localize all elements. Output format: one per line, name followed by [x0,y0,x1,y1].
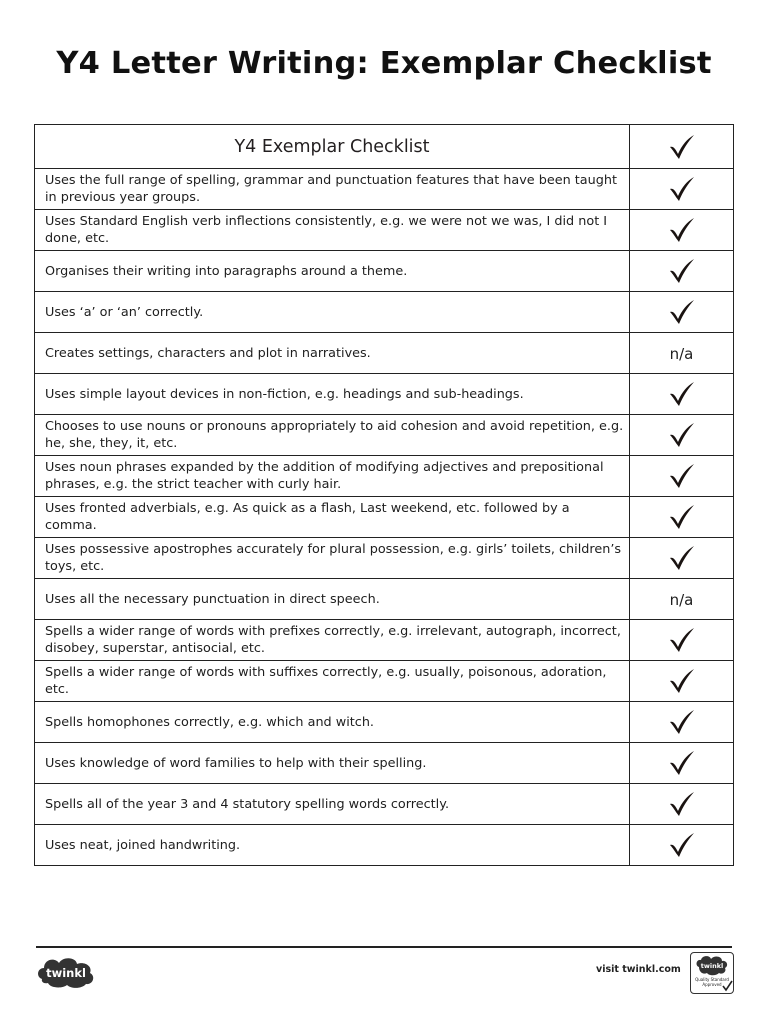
criterion-text: Spells all of the year 3 and 4 statutory spelling words correctly. [35,784,630,825]
check-mark-cell [630,620,734,661]
table-row [35,620,734,661]
criterion-text: Uses fronted adverbials, e.g. As quick as a flash, Last weekend, etc. followed by a comma. [35,497,630,538]
criterion-text: Organises their writing into paragraphs around a theme. [35,251,630,292]
check-mark-cell [630,169,734,210]
tick-icon [669,545,695,571]
criterion-text: Uses possessive apostrophes accurately for plural possession, e.g. girls’ toilets, children’s toys, etc. [35,538,630,579]
check-mark-cell [630,538,734,579]
check-mark-cell [630,210,734,251]
table-row [35,702,734,743]
quality-badge-icon [691,953,733,993]
check-mark-cell [630,292,734,333]
tick-icon [669,832,695,858]
table-row [35,210,734,251]
criterion-text: Uses simple layout devices in non-fiction, e.g. headings and sub-headings. [35,374,630,415]
check-mark-cell [630,743,734,784]
criterion-text: Chooses to use nouns or pronouns appropriately to aid cohesion and avoid repetition, e.g. he, she, they, it, etc. [35,415,630,456]
table-row [35,743,734,784]
tick-icon [669,504,695,530]
table-header-row [35,125,734,169]
tick-icon [669,463,695,489]
check-mark-cell [630,456,734,497]
tick-icon [669,217,695,243]
criterion-text: Creates settings, characters and plot in narratives. [35,333,630,374]
badge-brand: twinkl [700,962,724,970]
table-row [35,538,734,579]
page-title: Y4 Letter Writing: Exemplar Checklist [56,46,712,81]
criterion-text: Uses knowledge of word families to help with their spelling. [35,743,630,784]
table-row [35,456,734,497]
table-row [35,784,734,825]
header-tick-icon [630,125,734,169]
table-row [35,292,734,333]
table-row [35,333,734,374]
criterion-text: Uses the full range of spelling, grammar and punctuation features that have been taught in previous year groups. [35,169,630,210]
criterion-text: Spells a wider range of words with prefixes correctly, e.g. irrelevant, autograph, incorrect, disobey, superstar, antisocial, etc. [35,620,630,661]
check-mark-cell [630,415,734,456]
tick-icon [669,134,695,160]
table-row [35,579,734,620]
logo-text: twinkl [46,966,86,980]
quality-badge [690,952,734,994]
footer-divider [36,946,732,948]
table-header-label: Y4 Exemplar Checklist [35,125,630,169]
not-applicable-label: n/a [669,344,694,363]
tick-icon [669,709,695,735]
check-mark-cell [630,251,734,292]
twinkl-logo[interactable] [36,953,98,989]
not-applicable-label: n/a [669,590,694,609]
table-row [35,661,734,702]
table-row [35,374,734,415]
table-row [35,497,734,538]
not-applicable-cell [630,333,734,374]
criterion-text: Spells homophones correctly, e.g. which and witch. [35,702,630,743]
not-applicable-cell [630,579,734,620]
criterion-text: Spells a wider range of words with suffixes correctly, e.g. usually, poisonous, adoration, etc. [35,661,630,702]
check-mark-cell [630,661,734,702]
criterion-text: Uses all the necessary punctuation in direct speech. [35,579,630,620]
tick-icon [669,750,695,776]
tick-icon [669,422,695,448]
check-mark-cell [630,702,734,743]
table-row [35,415,734,456]
check-mark-cell [630,825,734,866]
tick-icon [669,299,695,325]
check-mark-cell [630,784,734,825]
visit-link[interactable]: visit twinkl.com [596,964,681,975]
check-mark-cell [630,374,734,415]
criterion-text: Uses ‘a’ or ‘an’ correctly. [35,292,630,333]
tick-icon [669,627,695,653]
checklist-table [34,124,734,866]
table-row [35,169,734,210]
check-mark-cell [630,497,734,538]
tick-icon [669,381,695,407]
table-row [35,825,734,866]
criterion-text: Uses neat, joined handwriting. [35,825,630,866]
criterion-text: Uses noun phrases expanded by the addition of modifying adjectives and prepositional phrases, e.g. the strict teacher with curly hair. [35,456,630,497]
tick-icon [669,791,695,817]
badge-line2: Approved [702,982,722,987]
tick-icon [669,668,695,694]
tick-icon [669,258,695,284]
badge-line1: Quality Standard [695,977,729,982]
tick-icon [669,176,695,202]
table-row [35,251,734,292]
criterion-text: Uses Standard English verb inflections consistently, e.g. we were not we was, I did not I done, etc. [35,210,630,251]
